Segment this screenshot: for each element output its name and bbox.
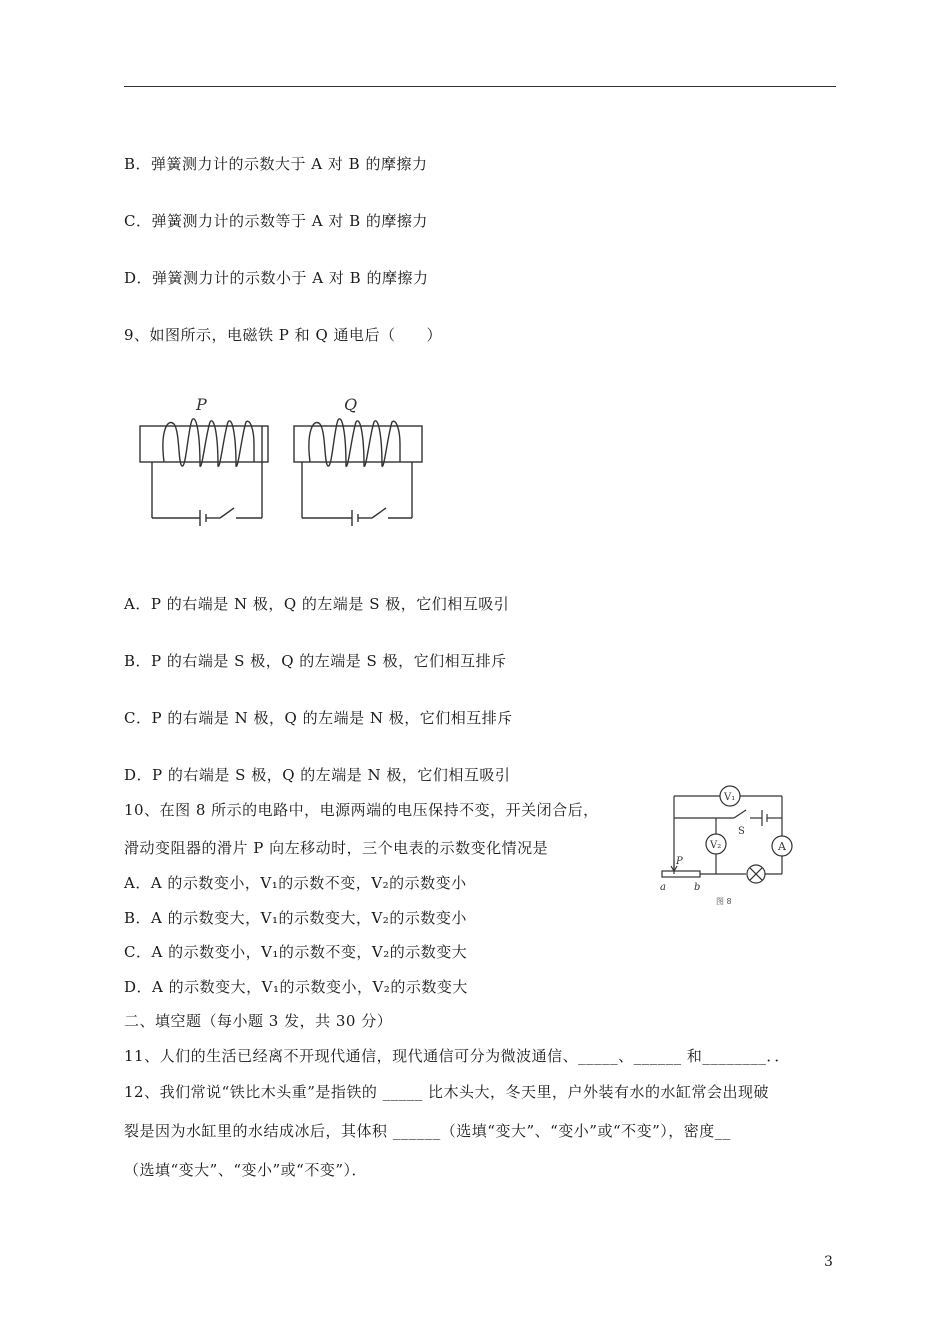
q8-option-d: D．弹簧测力计的示数小于 A 对 B 的摩擦力: [124, 269, 429, 287]
electromagnet-figure: [130, 390, 430, 535]
label-slider-p: P: [676, 856, 683, 867]
q9-option-a: A．P 的右端是 N 极，Q 的左端是 S 极，它们相互吸引: [124, 595, 510, 613]
circuit-figure-8: [654, 780, 804, 910]
q10-stem-line-2: 滑动变阻器的滑片 P 向左移动时，三个电表的示数变化情况是: [124, 839, 549, 857]
label-p: P: [196, 395, 207, 414]
q10-option-c: C．A 的示数变小，V₁的示数不变，V₂的示数变大: [124, 943, 468, 961]
label-switch: S: [738, 826, 745, 837]
section-2-heading: 二、填空题（每小题 3 发，共 30 分）: [124, 1012, 393, 1030]
q12-line-1: 12、我们常说“铁比木头重”是指铁的 _____ 比木头大，冬天里，户外装有水的水缸常会出现破: [124, 1083, 769, 1101]
label-end-b: b: [694, 882, 701, 893]
figure-caption: 图 8: [716, 897, 732, 906]
label-end-a: a: [660, 882, 666, 893]
label-v2: V₂: [710, 840, 722, 851]
q9-option-c: C．P 的右端是 N 极，Q 的左端是 N 极，它们相互排斥: [124, 709, 513, 727]
q10-stem-line-1: 10、在图 8 所示的电路中，电源两端的电压保持不变，开关闭合后，: [124, 801, 599, 819]
q9-option-b: B．P 的右端是 S 极，Q 的左端是 S 极，它们相互排斥: [124, 652, 507, 670]
label-q: Q: [344, 395, 358, 414]
q10-option-d: D．A 的示数变大，V₁的示数变小，V₂的示数变大: [124, 978, 468, 996]
label-ammeter: A: [778, 840, 786, 853]
header-rule: [124, 86, 836, 87]
q8-option-c: C．弹簧测力计的示数等于 A 对 B 的摩擦力: [124, 212, 428, 230]
q9-option-d: D．P 的右端是 S 极，Q 的左端是 N 极，它们相互吸引: [124, 766, 511, 784]
q10-option-b: B．A 的示数变大，V₁的示数变大，V₂的示数变小: [124, 909, 467, 927]
q12-line-2: 裂是因为水缸里的水结成冰后，其体积 ______（选填“变大”、“变小”或“不变”），密度__: [124, 1122, 731, 1140]
q10-option-a: A．A 的示数变小，V₁的示数不变，V₂的示数变小: [124, 874, 467, 892]
q9-stem: 9、如图所示，电磁铁 P 和 Q 通电后（ ）: [124, 326, 443, 344]
label-v1: V₁: [724, 792, 736, 803]
q11-text: 11、人们的生活已经离不开现代通信，现代通信可分为微波通信、_____、______ 和________．．: [124, 1047, 790, 1065]
q12-line-3: （选填“变大”、“变小”或“不变”）．: [124, 1161, 368, 1179]
page-number: 3: [824, 1254, 833, 1270]
q8-option-b: B．弹簧测力计的示数大于 A 对 B 的摩擦力: [124, 155, 428, 173]
